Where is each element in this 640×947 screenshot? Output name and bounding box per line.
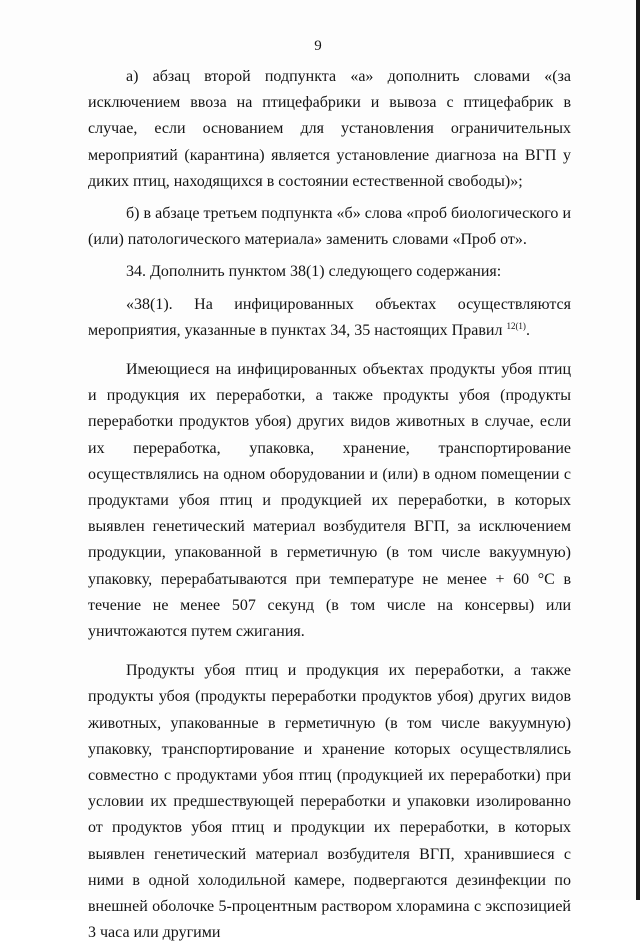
paragraph-38-1 [88, 292, 571, 344]
paragraph-a: а) абзац второй подпункта «а» дополнить словами «(за исключением ввоза на птицефабрики и вывоза с птицефабрик в случае, если основанием для установления ограничительных мероприятий (карантина) является установление диагноза на ВГП у диких птиц, находящихся в состоянии естественной свободы)»; [88, 68, 571, 190]
paragraph-34: 34. Дополнить пунктом 38(1) следующего содержания: [126, 263, 502, 281]
paragraph-38-1-text: «38(1). На инфицированных объектах осуществляются мероприятия, указанные в пунктах 34, 35 настоящих Правил [88, 295, 571, 339]
paragraph-infected-products: Имеющиеся на инфицированных объектах продукты убоя птиц и продукция их переработки, а также продукты убоя (продукты переработки продуктов убоя) других видов животных в случае, если их переработка, упаковка, хранение, транспортирование осуществлялись на одном оборудовании и (или) в одном помещении с продуктами убоя птиц и продукцией их переработки, в которых выявлен генетический материал возбудителя ВГП, за исключением продукции, упакованной в герметичную (в том числе вакуумную) упаковку, перерабатываются при температуре не менее + 60 °С в течение не менее 507 секунд (в том числе на консервы) или уничтожаются путем сжигания. [88, 361, 571, 641]
footnote-ref: 12(1) [506, 320, 526, 331]
document-body [88, 64, 571, 947]
paragraph-b: б) в абзаце третьем подпункта «б» слова «проб биологического и (или) патологического материала» заменить словами «Проб от». [88, 205, 571, 249]
paragraph-packaged-products: Продукты убоя птиц и продукция их переработки, а также продукты убоя (продукты переработки продуктов убоя) других видов животных, упакованные в герметичную (в том числе вакуумную) упаковку, транспортирование и хранение которых осуществлялись совместно с продуктами убоя птиц (продукцией их переработки) при условии их предшествующей переработки и упаковки изолированно от продуктов убоя птиц и продукции их переработки, в которых выявлен генетический материал возбудителя ВГП, хранившиеся с ними в одной холодильной камере, подвергаются дезинфекции по внешней оболочке 5-процентным раствором хлорамина с экспозицией 3 часа или другими [88, 662, 571, 942]
paragraph-38-1-end: . [525, 321, 530, 339]
page-number: 9 [314, 38, 322, 54]
